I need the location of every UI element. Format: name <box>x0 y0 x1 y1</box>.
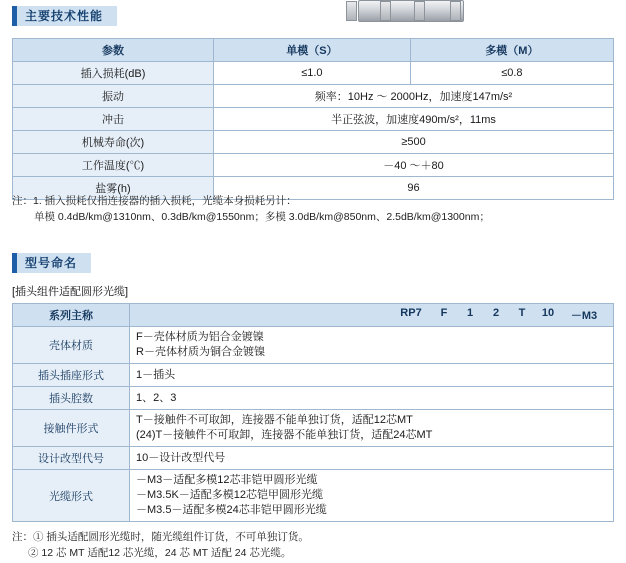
row-desc <box>130 470 614 522</box>
table-row <box>13 447 614 470</box>
row-value-single: ≤1.0 <box>214 62 411 85</box>
row-desc <box>130 327 614 364</box>
note-line: 单模 0.4dB/km@1310nm、0.3dB/km@1550nm；多模 3.0dB/km@850nm、2.5dB/km@1300nm； <box>34 211 490 223</box>
desc-line: R－壳体材质为铜合金镀镍 <box>136 346 265 358</box>
performance-notes <box>12 193 490 225</box>
row-param: 盐雾(h) <box>13 177 214 200</box>
connector-fin <box>450 1 461 21</box>
row-value-merged: 半正弦波，加速度490m/s²，11ms <box>214 108 614 131</box>
col-header-multi: 多模（M） <box>410 39 613 62</box>
desc-line: 10－设计改型代号 <box>136 451 226 464</box>
note-line: 注：① 插头适配圆形光缆时，随光缆组件订货，不可单独订货。 <box>12 531 309 543</box>
table-row <box>13 62 614 85</box>
col-header-param: 参数 <box>13 39 214 62</box>
row-value-multi: ≤0.8 <box>410 62 613 85</box>
connector-fin <box>414 1 425 21</box>
section2-subtitle: [插头组件适配圆形光缆] <box>12 286 129 298</box>
row-label: 插头腔数 <box>13 387 130 410</box>
table-row <box>13 470 614 522</box>
row-value-merged: 96 <box>214 177 614 200</box>
table-row <box>13 327 614 364</box>
row-label: 插头插座形式 <box>13 364 130 387</box>
table-row <box>13 108 614 131</box>
connector-body <box>358 0 464 22</box>
section2-title: 型号命名 <box>17 253 91 273</box>
naming-header-row <box>13 304 614 327</box>
connector-fin <box>380 1 391 21</box>
row-param: 工作温度(℃) <box>13 154 214 177</box>
row-param: 插入损耗(dB) <box>13 62 214 85</box>
row-value-merged: 频率：10Hz ～ 2000Hz，加速度147m/s² <box>214 85 614 108</box>
code-type: 1 <box>466 307 474 319</box>
code-cavity: 2 <box>492 307 500 319</box>
row-desc <box>130 364 614 387</box>
table-row <box>13 364 614 387</box>
desc-line: －M3－适配多模12芯非铠甲圆形光缆 <box>136 474 318 486</box>
row-desc <box>130 410 614 447</box>
row-value-merged: －40 ～＋80 <box>214 154 614 177</box>
row-param: 振动 <box>13 85 214 108</box>
section-heading-performance <box>12 6 117 26</box>
section-heading-naming <box>12 253 91 273</box>
row-label: 接触件形式 <box>13 410 130 447</box>
row-desc <box>130 447 614 470</box>
row-label: 光缆形式 <box>13 470 130 522</box>
connector-fin <box>346 1 357 21</box>
note-line: 注：1. 插入损耗仅指连接器的插入损耗，光缆本身损耗另计： <box>12 195 297 207</box>
note-line: ② 12 芯 MT 适配12 芯光缆，24 芯 MT 适配 24 芯光缆。 <box>28 547 292 559</box>
row-param: 机械寿命(次) <box>13 131 214 154</box>
code-row <box>136 307 607 323</box>
naming-table <box>12 303 614 522</box>
table-row <box>13 410 614 447</box>
code-cable: －M3 <box>570 310 598 322</box>
performance-table-wrapper <box>12 38 614 200</box>
row-param: 冲击 <box>13 108 214 131</box>
naming-notes <box>12 529 309 561</box>
desc-line: －M3.5－适配多模24芯非铠甲圆形光缆 <box>136 504 327 516</box>
section1-title: 主要技术性能 <box>17 6 117 26</box>
desc-line: T－接触件不可取卸，连接器不能单独订货，适配12芯MT <box>136 414 413 426</box>
code-contact: T <box>518 307 526 319</box>
performance-table <box>12 38 614 200</box>
row-label: 设计改型代号 <box>13 447 130 470</box>
naming-table-wrapper <box>12 303 614 522</box>
code-series: RP7 <box>400 307 422 319</box>
row-label: 壳体材质 <box>13 327 130 364</box>
desc-line: 1、2、3 <box>136 391 177 404</box>
table-header-row <box>13 39 614 62</box>
table-row <box>13 387 614 410</box>
col-header-single: 单模（S） <box>214 39 411 62</box>
desc-line: F－壳体材质为铝合金镀镍 <box>136 331 264 343</box>
code-shell: F <box>440 307 448 319</box>
row-value-merged: ≥500 <box>214 131 614 154</box>
table-row <box>13 154 614 177</box>
row-desc <box>130 387 614 410</box>
code-design: 10 <box>541 307 555 319</box>
desc-line: －M3.5K－适配多模12芯铠甲圆形光缆 <box>136 489 324 501</box>
desc-line: (24)T－接触件不可取卸，连接器不能单独订货，适配24芯MT <box>136 429 433 441</box>
product-photo <box>346 0 476 22</box>
desc-line: 1－插头 <box>136 368 176 381</box>
naming-code-cells <box>130 304 614 327</box>
table-row <box>13 131 614 154</box>
naming-header-label: 系列主称 <box>13 304 130 327</box>
table-row <box>13 85 614 108</box>
